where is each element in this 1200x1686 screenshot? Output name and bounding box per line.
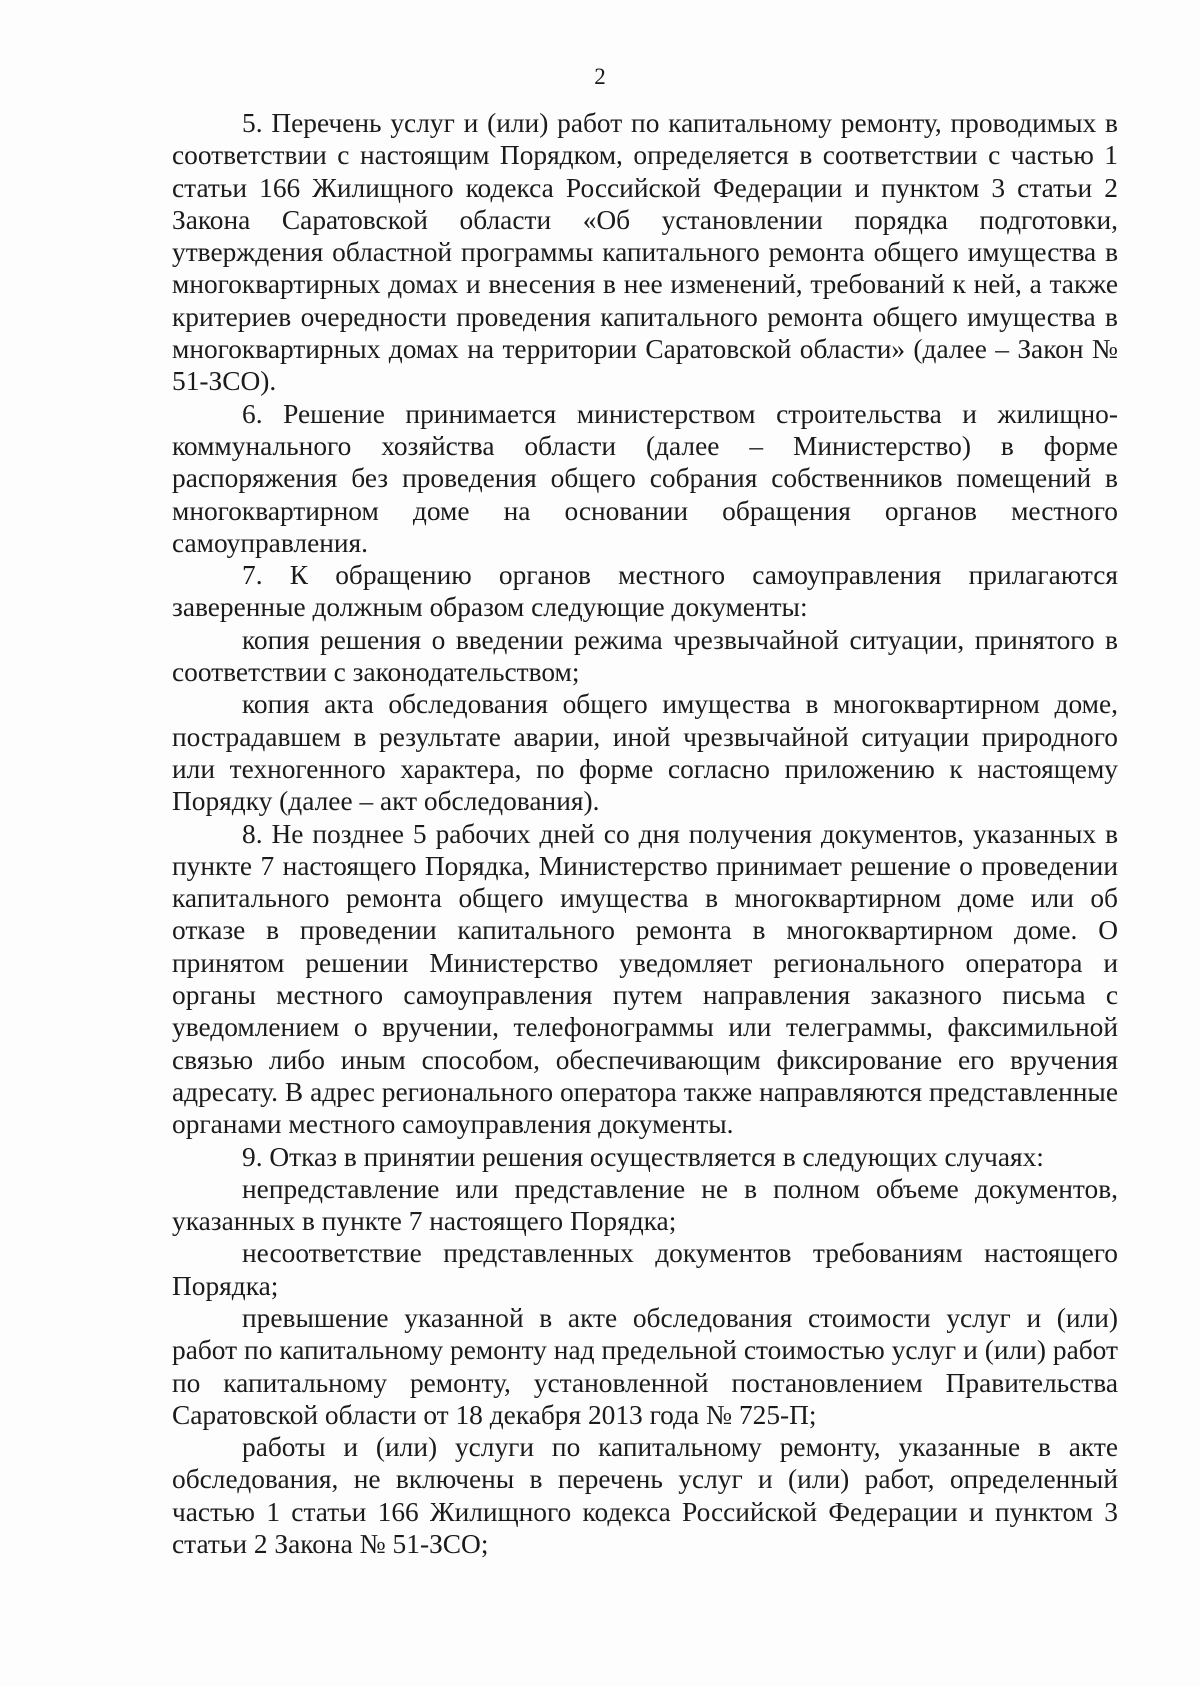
paragraph-9-item-3: превышение указанной в акте обследования стоимости услуг и (или) работ по капитальному ремонту над предельной стоимостью услуг и (или) работ по капитальному ремонту, установленной постановлением Правительства Саратовской области от 18 декабря 2013 года № 725-П; xyxy=(172,1302,1118,1430)
paragraph-7: 7. К обращению органов местного самоуправления прилагаются заверенные должным образом следующие документы: xyxy=(172,560,1118,623)
paragraph-9-item-4: работы и (или) услуги по капитальному ремонту, указанные в акте обследования, не включены в перечень услуг и (или) работ, определенный частью 1 статьи 166 Жилищного кодекса Российской Федерации и пунктом 3 статьи 2 Закона № 51-ЗСО; xyxy=(172,1432,1118,1560)
page-number: 2 xyxy=(594,64,606,89)
document-body xyxy=(172,107,1118,1560)
paragraph-8: 8. Не позднее 5 рабочих дней со дня получения документов, указанных в пункте 7 настоящего Порядка, Министерство принимает решение о проведении капитального ремонта общего имущества в многоквартирном доме или об отказе в проведении капитального ремонта в многоквартирном доме. О принятом решении Министерство уведомляет регионального оператора и органы местного самоуправления путем направления заказного письма с уведомлением о вручении, телефонограммы или телеграммы, факсимильной связью либо иным способом, обеспечивающим фиксирование его вручения адресату. В адрес регионального оператора также направляются представленные органами местного самоуправления документы. xyxy=(172,818,1118,1140)
paragraph-5: 5. Перечень услуг и (или) работ по капитальному ремонту, проводимых в соответствии с настоящим Порядком, определяется в соответствии с частью 1 статьи 166 Жилищного кодекса Российской Федерации и пунктом 3 статьи 2 Закона Саратовской области «Об установлении порядка подготовки, утверждения областной программы капитального ремонта общего имущества в многоквартирных домах и внесения в нее изменений, требований к ней, а также критериев очередности проведения капитального ремонта общего имущества в многоквартирных домах на территории Саратовской области» (далее – Закон № 51-ЗСО). xyxy=(172,108,1118,397)
paragraph-9-item-2: несоответствие представленных документов требованиям настоящего Порядка; xyxy=(172,1238,1118,1301)
paragraph-9: 9. Отказ в принятии решения осуществляется в следующих случаях: xyxy=(242,1141,1044,1172)
paragraph-6: 6. Решение принимается министерством строительства и жилищно-коммунального хозяйства области (далее – Министерство) в форме распоряжения без проведения общего собрания собственников помещений в многоквартирном доме на основании обращения органов местного самоуправления. xyxy=(172,398,1118,558)
paragraph-7-item-1: копия решения о введении режима чрезвычайной ситуации, принятого в соответствии с законодательством; xyxy=(172,624,1118,688)
paragraph-9-item-1: непредставление или представление не в полном объеме документов, указанных в пункте 7 настоящего Порядка; xyxy=(172,1173,1118,1237)
paragraph-7-item-2: копия акта обследования общего имущества в многоквартирном доме, пострадавшем в результате аварии, иной чрезвычайной ситуации природного или техногенного характера, по форме согласно приложению к настоящему Порядку (далее – акт обследования). xyxy=(172,689,1118,817)
